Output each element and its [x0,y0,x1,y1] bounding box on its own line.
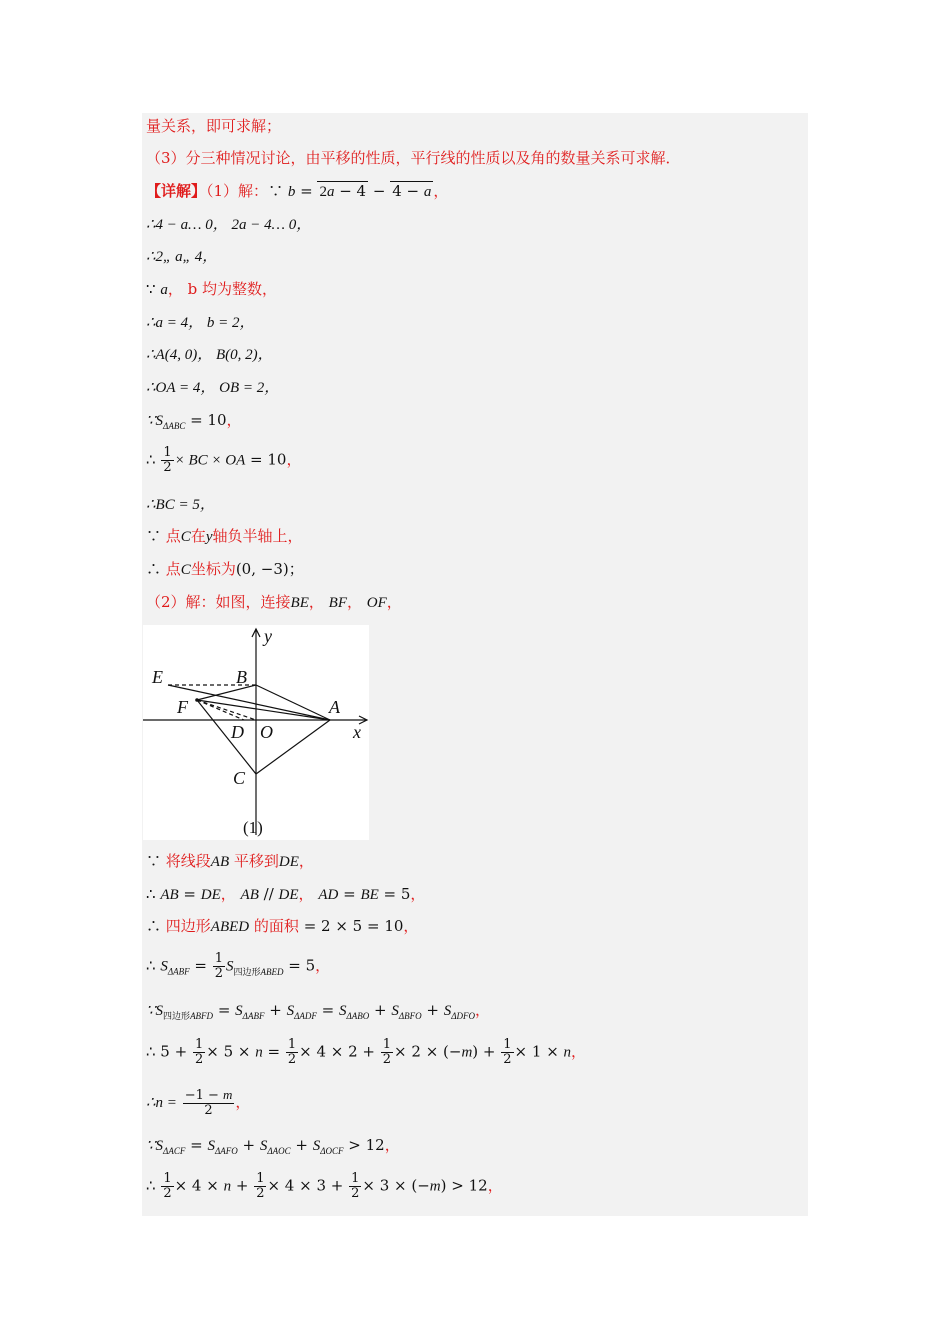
text-line-4: ∴4 − a… 0， 2a − 4… 0， [146,217,312,233]
text-line-1: 量关系，即可求解； [146,117,282,135]
label-E: E [152,667,163,687]
text-line-5: ∴2„ a„ 4， [146,249,218,265]
text-line-23: $\because S_{\Delta ACF} = S_{\Delta AFO} + S_{\Delta AOC} + S_{\Delta OCF} > 12$， [146,1136,400,1156]
text-line-16: ∵ 将线段AB 平移到DE， [146,852,314,870]
text-line-18: ∴ 四边形ABED 的面积 = 2 × 5 = 10， [146,917,419,935]
text-line-17: ∴ AB = DE， AB // DE， AD = BE = 5， [146,885,426,903]
label-C: C [233,768,246,788]
text-line-9: ∴OA = 4， OB = 2， [146,380,280,396]
text-line-10: $\because S_{\Delta ABC} = 10$， [146,411,242,431]
label-D: D [231,722,244,742]
label-x: x [353,722,361,742]
text-line-8: ∴A(4, 0)， B(0, 2)， [146,347,273,363]
label-B: B [236,667,247,687]
text-line-24: ∴ $\frac{1}{2}$ × 4 × n + $\frac{1}{2}$ × 4 × 3 + $\frac{1}{2}$ × 3 × (−m) > 12， [146,1171,503,1201]
geometry-figure [143,625,369,840]
text-line-19: ∴ $S_{\Delta ABF}$ = $\frac{1}{2}$ $S_{四边形ABED} = 5$， [146,951,331,981]
text-line-2: （3）分三种情况讨论，由平移的性质，平行线的性质以及角的数量关系可求解． [146,149,681,167]
text-line-20: $\because S_{四边形ABFD} = S_{\Delta ABF} + S_{\Delta ADF} = S_{\Delta ABO} + S_{\Delta BFO} + S_{\Delta DFO}$， [146,1001,491,1022]
text-line-6: ∵ a， b 均为整数， [146,280,277,298]
text-line-15: （2）解：如图，连接BE， BF， OF， [146,593,402,611]
detail-label: 【详解】 [146,182,207,200]
text-line-21: ∴ 5 + $\frac{1}{2}$ × 5 × n = $\frac{1}{2}$ × 4 × 2 + $\frac{1}{2}$ × 2 × (−m) + $\frac{1}{2}$ × 1 × n， [146,1037,587,1067]
label-F: F [177,697,188,717]
text-line-3: 【详解】（1）解：∵ b = 2a − 4 − 4 − a ， [146,182,449,200]
text-line-11: ∴ $\frac{1}{2}$ × BC × OA = 10， [146,445,302,475]
label-y: y [264,626,272,646]
text-line-7: ∴a = 4， b = 2， [146,315,255,331]
label-O: O [260,722,273,742]
text-line-22: ∴n = $\frac{-1 - m}{2}$ ， [146,1087,251,1118]
text-line-13: ∵ 点C在y轴负半轴上， [146,527,303,545]
label-A: A [329,697,340,717]
figure-caption: (1) [243,818,263,837]
text-line-12: ∴BC = 5， [146,497,215,513]
text-line-14: ∴ 点C坐标为(0, −3)； [146,560,304,578]
